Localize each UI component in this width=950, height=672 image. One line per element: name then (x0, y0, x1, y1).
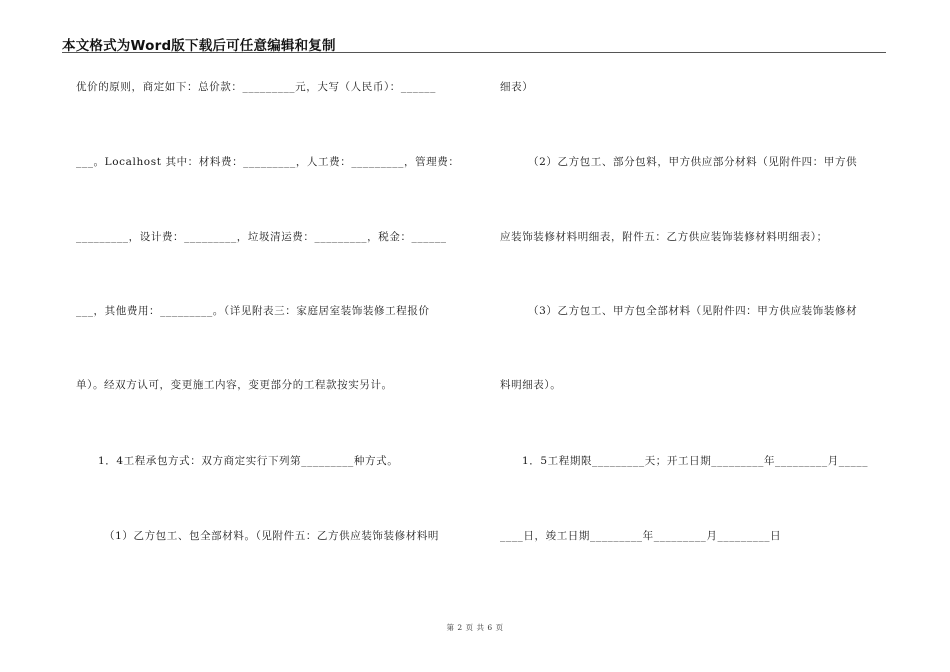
left-line-3: _________，设计费：_________，垃圾清运费：_________，税金：______ (76, 231, 447, 243)
left-line-5: 单）。经双方认可，变更施工内容，变更部分的工程款按实另计。 (76, 379, 393, 391)
left-line-1: 优价的原则，商定如下：总价款：_________元，大写（人民币）：______ (76, 81, 436, 93)
left-line-2: ___。Localhost 其中：材料费：_________，人工费：_________，管理费： (76, 156, 460, 168)
right-line-7: ____日，竣工日期_________年_________月_________日 (500, 530, 782, 542)
left-line-4: ___，其他费用：_________。（详见附表三：家庭居室装饰装修工程报价 (76, 305, 430, 317)
page-number: 第 2 页 共 6 页 (446, 623, 504, 632)
left-line-7: （1）乙方包工、包全部材料。（见附件五：乙方供应装饰装修材料明 (104, 530, 440, 542)
right-line-3: 应装饰装修材料明细表，附件五：乙方供应装饰装修材料明细表）； (500, 231, 828, 243)
right-line-6: 1．5工程期限_________天；开工日期_________年_________月_____ (522, 455, 869, 467)
right-line-4: （3）乙方包工、甲方包全部材料（见附件四：甲方供应装饰装修材 (528, 305, 858, 317)
right-line-1: 细表） (500, 81, 534, 93)
document-header-title: 本文格式为Word版下载后可任意编辑和复制 (62, 38, 336, 54)
header-divider (62, 52, 886, 53)
right-line-2: （2）乙方包工、部分包料，甲方供应部分材料（见附件四：甲方供 (528, 156, 858, 168)
right-line-5: 料明细表）。 (500, 379, 562, 391)
left-line-6: 1．4工程承包方式：双方商定实行下列第_________种方式。 (98, 455, 399, 467)
